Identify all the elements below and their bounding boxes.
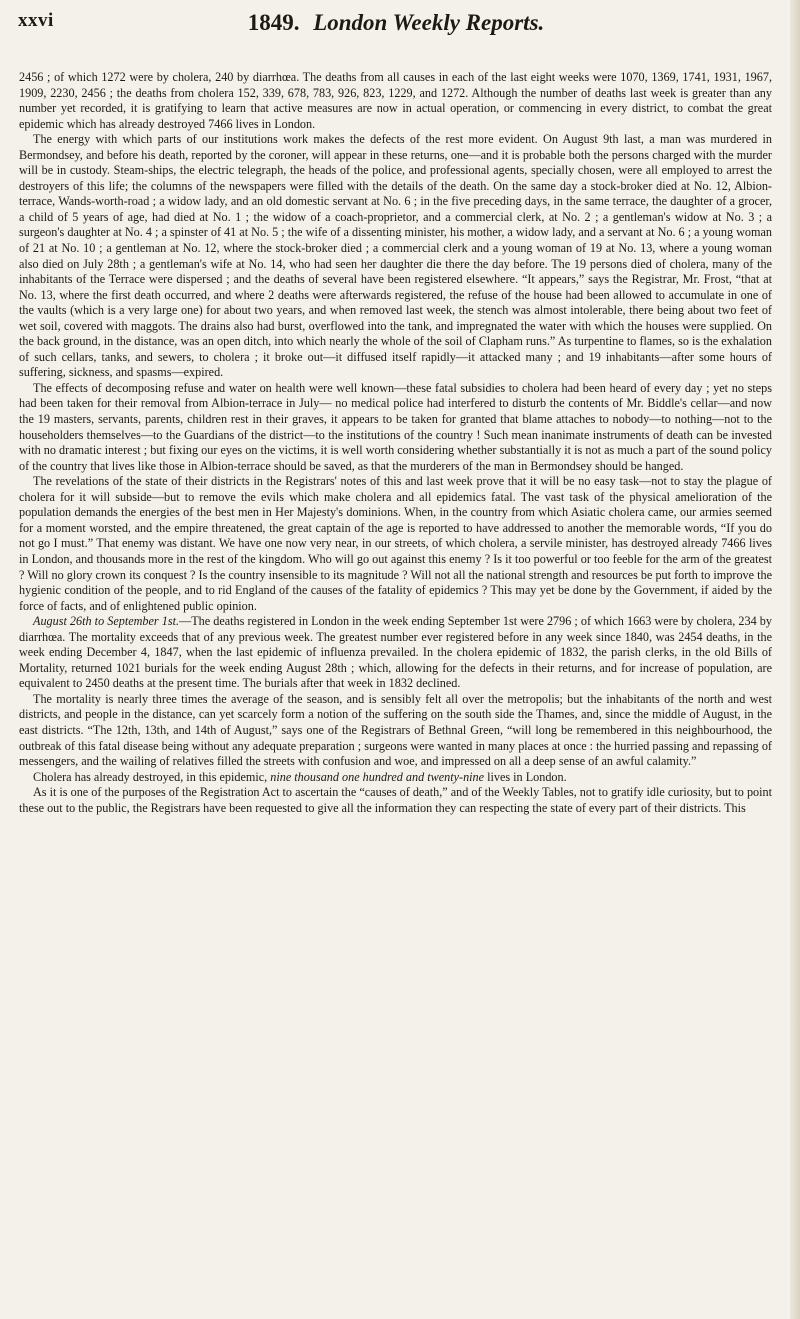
paragraph-registration-act: As it is one of the purposes of the Registration Act to ascertain the “causes of death,” and of the Weekly Tables, not to gratify idle curiosity, but to point these out to the public, the Registrars have been requested to give all the information they can respecting the state of every part of their districts. This bbox=[19, 785, 772, 815]
paragraph-decomposing-refuse: The effects of decomposing refuse and water on health were well known—these fatal subsidies to cholera had been heard of every day ; yet no steps had been taken for their removal from Albion-terrace in July— no medical police had interfered to disturb the contents of Mr. Biddle's cellar—and now the 19 masters, servants, parents, children rest in their graves, it appears to be taken for granted that blame attaches to nobody—to nothing—not to the householders themselves—to the Guardians of the district—to the institutions of the country ! Such mean inanimate instruments of death can be invested with no dramatic interest ; but fixing our eyes on the victims, it is well worth considering whether substantially it is not as much a part of the sound policy of the country that lives like those in Albion-terrace should be saved, as that the murderers of the man in Bermondsey should be hanged. bbox=[19, 380, 772, 473]
paragraph-revelations: The revelations of the state of their districts in the Registrars' notes of this and last week prove that it will be no easy task—not to stay the plague of cholera for it will subside—but to remove the evils which make cholera and all epidemics fatal. The vast task of the physical amelioration of the population demands the energies of the best men in Her Majesty's dominions. When, in the country from which Asiatic cholera came, our armies seemed for a moment worsted, and the empire threatened, the great captain of the age is reported to have addressed to another the memorable words, “If you do not go I must.” That enemy was distant. We have one now very near, in our streets, of which cholera, a servile minister, has destroyed already 7466 lives in London, and thousands more in the rest of the kingdom. Who will go out against this enemy ? Is it too powerful or too feeble for the arm of the greatest ? Will no glory crown its conquest ? Is the country insensible to its magnitude ? Will not all the national strength and resources be put forth to improve the hygienic condition of the people, and to rid England of the causes of the fatality of epidemics ? This may yet be done by the Government, if aided by the force of facts, and of enlightened public opinion. bbox=[19, 474, 772, 613]
paragraph-cholera-total bbox=[19, 770, 772, 786]
paragraph-albion-terrace: The energy with which parts of our institutions work makes the defects of the rest more evident. On August 9th last, a man was murdered in Bermondsey, and before his death, reported by the coroner, will appear in these returns, one—and it is probable both the persons charged with the murder will be in custody. Steam-ships, the electric telegraph, the heads of the police, and professional agents, specially chosen, were all employed to arrest the destroyers of this life; the columns of the newspapers were filled with the details of the death. On the same day a stock-broker died at No. 12, Albion-terrace, Wands-worth-road ; a widow lady, and an old domestic servant at No. 6 ; in the five preceding days, in the same terrace, the daughter of a grocer, a child of 5 years of age, had died at No. 1 ; the widow of a coach-proprietor, and a commercial clerk, at No. 2 ; a gentleman's widow at No. 3 ; a surgeon's daughter at No. 4 ; a spinster of 41 at No. 5 ; the wife of a dissenting minister, his mother, a widow lady, and a servant at No. 6 ; a young woman of 21 at No. 10 ; a gentleman at No. 12, where the stock-broker died ; a commercial clerk and a young woman of 19 at No. 13, where a young woman also died on July 28th ; a gentleman's wife at No. 14, who had seen her daughter die there the day before. The 19 persons died of cholera, many of the inhabitants of the Terrace were dispersed ; and the deaths of several have been registered elsewhere. “It appears,” says the Registrar, Mr. Frost, “that at No. 13, where the first death occurred, and where 2 deaths were afterwards registered, the refuse of the house had been allowed to accumulate in one of the vaults (which is a very large one) for about two years, and when removed last week, the stench was almost intolerable, there being about two feet of wet soil, covered with maggots. The drains also had burst, overflowed into the tank, and impregnated the water with which the houses were supplied. On the back ground, in the distance, was an open ditch, into which nearly the whole of the soil of Clapham runs.” As turpentine to flames, so is the exhalation of such cellars, tanks, and sewers, to cholera ; it broke out—it diffused itself rapidly—it attacked many ; and 19 inhabitants—after some hours of suffering, sickness, and spasms—expired. bbox=[19, 132, 772, 380]
weekly-deaths-text: —The deaths registered in London in the week ending September 1st were 2796 ; of which 1663 were by cholera, 234 by diarrhœa. The mortality exceeds that of any previous week. The greatest number ever registered before in any week since 1840, was 2454 deaths, in the week ending December 4, 1847, when the last epidemic of influenza prevailed. In the cholera epidemic of 1832, the parish clerks, in the old Bills of Mortality, returned 1021 burials for the week ending August 28th ; which, allowing for the defects in their returns, and for increase of population, are equivalent to 2450 deaths at the present time. The burials after that week in 1832 declined. bbox=[19, 614, 772, 691]
paragraph-opening: 2456 ; of which 1272 were by cholera, 240 by diarrhœa. The deaths from all causes in each of the last eight weeks were 1070, 1369, 1741, 1931, 1967, 1909, 2230, 2456 ; the deaths from cholera 152, 339, 678, 783, 926, 823, 1229, and 1272. Although the number of deaths last week is greater than any number yet recorded, it is gratifying to learn that active measures are now in actual operation, or commencing in every district, to combat the great epidemic which has already destroyed 7466 lives in London. bbox=[19, 70, 772, 131]
report-body bbox=[19, 70, 772, 816]
running-head bbox=[18, 10, 774, 36]
cholera-total-before: Cholera has already destroyed, in this epidemic, bbox=[33, 769, 271, 784]
paragraph-weekly-deaths bbox=[19, 614, 772, 692]
paragraph-mortality: The mortality is nearly three times the average of the season, and is sensibly felt all over the metropolis; but the inhabitants of the north and west districts, and people in the distance, can yet scarcely form a notion of the suffering on the south side the Thames, and, since the middle of August, in the east districts. “The 12th, 13th, and 14th of August,” says one of the Registrars of Bethnal Green, “will long be remembered in this neighbourhood, the outbreak of this fatal disease being without any adequate preparation ; surgeons were wanted in many places at once : the hurried passing and repassing of messengers, and the wailing of relatives filled the streets with confusion and woe, and impressed on all a deep sense of an awful calamity.” bbox=[19, 691, 772, 769]
header-year: 1849. bbox=[247, 10, 300, 35]
cholera-total-after: lives in London. bbox=[484, 769, 567, 784]
cholera-total-emphasis: nine thousand one hundred and twenty-nine bbox=[270, 769, 485, 784]
week-date-range: August 26th to September 1st. bbox=[33, 614, 180, 629]
header-title: London Weekly Reports. bbox=[313, 10, 545, 35]
page-number: xxvi bbox=[18, 10, 54, 31]
page-edge bbox=[790, 0, 800, 1319]
running-header bbox=[18, 10, 774, 42]
